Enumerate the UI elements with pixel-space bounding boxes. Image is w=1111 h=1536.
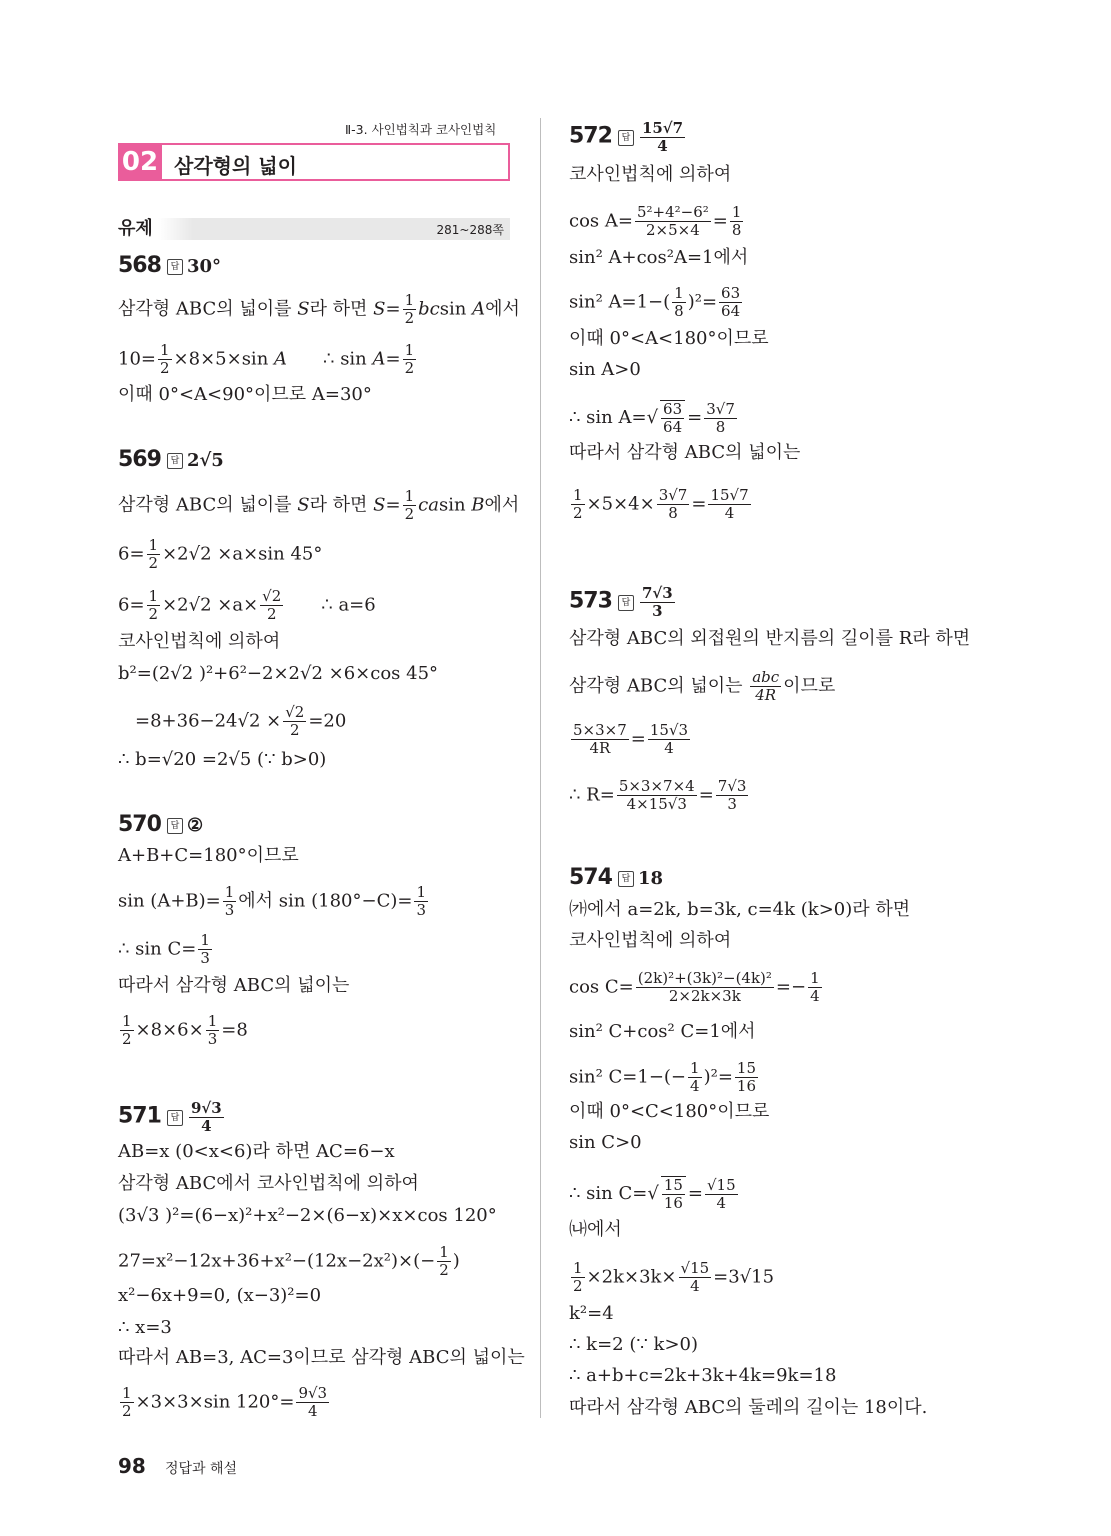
problem-number: 569 <box>118 447 161 472</box>
answer-icon: 답 <box>167 818 183 834</box>
text: =− <box>775 976 807 998</box>
fraction <box>571 722 629 757</box>
p574-line4: sin² C+cos² C=1에서 <box>569 1021 756 1042</box>
denominator: 2 <box>160 359 170 377</box>
p574-line7: sin C>0 <box>569 1132 642 1153</box>
p569-line7: ∴ b=√20 =2√5 (∵ b>0) <box>118 749 327 770</box>
numerator: 15√7 <box>641 119 684 137</box>
answer-icon: 답 <box>618 595 634 611</box>
answer-icon: 답 <box>167 1110 183 1126</box>
p569-line2 <box>118 537 322 572</box>
denominator: 3 <box>200 949 210 967</box>
problem-573-header <box>569 585 677 620</box>
fraction <box>206 1013 220 1048</box>
answer-icon: 답 <box>167 453 183 469</box>
text: ×3×3×sin 120°= <box>135 1391 295 1413</box>
p573-line1: 삼각형 ABC의 외접원의 반지름의 길이를 R라 하면 <box>569 628 971 649</box>
text: ×8×6× <box>135 1019 204 1041</box>
numerator: 63 <box>721 284 741 302</box>
denominator: 4 <box>810 987 820 1005</box>
p572-line3: sin² A+cos²A=1에서 <box>569 247 749 268</box>
fraction <box>679 1260 712 1295</box>
column-divider <box>540 118 541 1418</box>
p574-line10 <box>569 1260 774 1295</box>
numerator: 63 <box>663 400 683 418</box>
denominator: 64 <box>663 418 683 436</box>
numerator: (2k)²+(3k)²−(4k)² <box>637 969 772 987</box>
section-number: 02 <box>118 143 162 181</box>
fraction <box>635 204 711 239</box>
fraction <box>660 400 685 436</box>
denominator: 2×2k×3k <box>668 987 741 1005</box>
fraction <box>716 778 749 813</box>
numerator: 5×3×7×4 <box>618 777 695 795</box>
problem-569-header <box>118 448 224 473</box>
answer-value: 18 <box>637 868 663 889</box>
text: bc <box>418 298 440 320</box>
p569-line4: 코사인법칙에 의하여 <box>118 631 281 652</box>
denominator: 2 <box>404 359 415 377</box>
fraction <box>730 204 744 239</box>
text: S= <box>373 298 401 320</box>
problem-number: 570 <box>118 812 161 837</box>
denominator: 4 <box>201 1117 212 1135</box>
numerator: 1 <box>404 291 415 309</box>
chapter-header: Ⅱ-3. 사인법칙과 코사인법칙 <box>345 122 497 137</box>
answer-icon: 답 <box>618 130 634 146</box>
p572-line5: 이때 0°<A<180°이므로 <box>569 328 769 349</box>
text: sin² A=1−( <box>569 291 671 313</box>
text: ca <box>418 494 439 516</box>
problem-568-header <box>118 254 221 279</box>
fraction <box>437 1244 451 1279</box>
p571-line5: x²−6x+9=0, (x−3)²=0 <box>118 1285 322 1306</box>
text: B <box>471 494 485 516</box>
numerator: √2 <box>262 587 282 605</box>
fraction <box>636 970 774 1005</box>
text: 에서 sin (180°−C)= <box>238 890 413 912</box>
fraction <box>198 932 212 967</box>
type-label: 유제 <box>118 218 153 239</box>
numerator: 1 <box>573 486 583 504</box>
fraction <box>147 588 161 623</box>
fraction <box>260 588 283 623</box>
p571-line4 <box>118 1244 460 1279</box>
numerator: 1 <box>148 536 159 554</box>
denominator: 3 <box>727 795 737 813</box>
p569-line5: b²=(2√2 )²+6²−2×2√2 ×6×cos 45° <box>118 663 439 684</box>
numerator: 1 <box>416 883 426 901</box>
numerator: 1 <box>122 1012 132 1030</box>
denominator: 2 <box>122 1402 132 1420</box>
problem-number: 572 <box>569 123 612 149</box>
p574-line13: ∴ a+b+c=2k+3k+4k=9k=18 <box>569 1365 837 1386</box>
answer-value: 2√5 <box>186 450 224 471</box>
numerator: 15√3 <box>649 721 689 739</box>
p574-line11: k²=4 <box>569 1303 614 1324</box>
text: ×8×5×sin <box>173 348 275 370</box>
denominator: 2 <box>148 605 159 623</box>
numerator: 1 <box>674 284 684 302</box>
text: )²= <box>703 1066 733 1088</box>
fraction <box>147 537 161 572</box>
answer-fraction <box>640 585 675 620</box>
text: sin <box>438 494 472 516</box>
p569-line6 <box>135 704 346 739</box>
fraction <box>296 1385 329 1420</box>
p570-line5 <box>118 1013 248 1048</box>
p571-line6: ∴ x=3 <box>118 1317 172 1338</box>
text: 이므로 <box>783 675 836 697</box>
denominator: 4R <box>755 686 777 704</box>
denominator: 16 <box>663 1194 683 1212</box>
fraction <box>750 669 781 704</box>
text: 라 하면 <box>309 494 374 516</box>
text: 삼각형 ABC의 넓이는 <box>569 675 749 697</box>
p574-line9: ㈏에서 <box>569 1219 622 1240</box>
text: ∴ a=6 <box>321 594 376 616</box>
denominator: 3 <box>416 901 426 919</box>
numerator: 1 <box>148 587 159 605</box>
numerator: √15 <box>680 1259 710 1277</box>
numerator: 3√7 <box>706 399 735 418</box>
denominator: 4 <box>657 137 668 155</box>
denominator: 2 <box>573 1277 583 1295</box>
text: =8 <box>221 1019 248 1041</box>
p574-line8 <box>569 1176 740 1212</box>
text: = <box>698 784 714 806</box>
p571-line3: (3√3 )²=(6−x)²+x²−2×(6−x)×x×cos 120° <box>118 1205 497 1226</box>
numerator: 15 <box>663 1176 683 1194</box>
problem-570-header <box>118 813 203 838</box>
denominator: 4 <box>690 1277 700 1295</box>
text: 27=x²−12x+36+x²−(12x−2x²)×(− <box>118 1250 436 1272</box>
text: ×2√2 ×a×sin 45° <box>162 543 323 565</box>
denominator: 64 <box>721 302 741 320</box>
problem-number: 568 <box>118 253 161 278</box>
text: A <box>472 298 486 320</box>
numerator: √2 <box>285 703 305 721</box>
problem-574-header <box>569 866 663 891</box>
p568-line3: 이때 0°<A<90°이므로 A=30° <box>118 384 372 405</box>
p572-line7 <box>569 400 739 436</box>
problem-number: 573 <box>569 588 612 614</box>
numerator: 1 <box>690 1059 700 1077</box>
numerator: 1 <box>573 1259 583 1277</box>
fraction <box>158 342 172 377</box>
denominator: 4 <box>716 1193 727 1212</box>
fraction <box>808 970 822 1005</box>
p570-line2 <box>118 884 430 919</box>
p572-line6: sin A>0 <box>569 359 641 380</box>
text: = <box>687 407 703 428</box>
type-bar <box>118 218 510 240</box>
p574-line1: ㈎에서 a=2k, b=3k, c=4k (k>0)라 하면 <box>569 899 911 920</box>
fraction <box>223 884 237 919</box>
fraction <box>414 884 428 919</box>
denominator: 16 <box>736 1077 756 1095</box>
text: = <box>687 1183 703 1204</box>
footer-label: 정답과 해설 <box>165 1461 238 1477</box>
denominator: 4R <box>589 739 611 757</box>
p571-line2: 삼각형 ABC에서 코사인법칙에 의하여 <box>118 1173 419 1194</box>
denominator: 2 <box>439 1261 449 1279</box>
answer-value: ② <box>186 815 204 836</box>
p570-line4: 따라서 삼각형 ABC의 넓이는 <box>118 975 350 996</box>
denominator: 8 <box>731 221 742 239</box>
text: =20 <box>308 710 347 732</box>
numerator: 1 <box>810 969 820 987</box>
text: ×5×4× <box>586 493 655 515</box>
text: = <box>712 210 728 232</box>
p574-line5 <box>569 1060 760 1095</box>
text: cos C= <box>569 976 634 998</box>
p574-line12: ∴ k=2 (∵ k>0) <box>569 1334 698 1355</box>
p572-line8: 따라서 삼각형 ABC의 넓이는 <box>569 442 801 463</box>
text: 10= <box>118 348 156 370</box>
text: = <box>385 348 401 370</box>
page-number: 98 <box>118 1454 146 1478</box>
text: )²= <box>687 291 718 313</box>
p572-line1: 코사인법칙에 의하여 <box>569 164 732 185</box>
p571-line8 <box>118 1385 331 1420</box>
fraction <box>648 722 690 757</box>
denominator: 4×15√3 <box>626 795 687 813</box>
fraction <box>719 285 742 320</box>
p574-line14: 따라서 삼각형 ABC의 둘레의 길이는 18이다. <box>569 1397 928 1418</box>
p569-line3 <box>118 588 376 623</box>
fraction <box>705 1177 738 1212</box>
numerator: 3√7 <box>658 486 688 504</box>
numerator: 1 <box>731 203 742 221</box>
numerator: 1 <box>122 1384 132 1402</box>
section-title: 삼각형의 넓이 <box>174 154 297 178</box>
text: cos A= <box>569 210 633 232</box>
denominator: 8 <box>715 417 726 436</box>
text: ∴ sin A=√ <box>569 407 659 428</box>
text: sin <box>439 298 473 320</box>
text: =3√15 <box>713 1266 775 1288</box>
denominator: 4 <box>308 1402 318 1420</box>
text: =8+36−24√2 × <box>135 710 282 732</box>
denominator: 3 <box>224 901 235 919</box>
p569-line1 <box>118 488 519 523</box>
text: S <box>297 494 310 516</box>
problem-number: 574 <box>569 865 612 890</box>
text: 6= <box>118 543 145 565</box>
problem-number: 571 <box>118 1103 161 1129</box>
denominator: 4 <box>724 504 735 522</box>
answer-icon: 답 <box>167 259 183 275</box>
denominator: 2×5×4 <box>645 221 700 239</box>
answer-fraction <box>189 1100 224 1135</box>
p573-line2 <box>569 669 835 704</box>
denominator: 4 <box>664 739 674 757</box>
p572-line4 <box>569 285 744 320</box>
p573-line4 <box>569 778 750 813</box>
numerator: 7√3 <box>641 584 673 602</box>
fraction <box>657 487 690 522</box>
fraction <box>571 487 585 522</box>
problem-571-header <box>118 1100 226 1135</box>
text: 삼각형 ABC의 넓이를 <box>118 298 298 320</box>
denominator: 2 <box>573 504 583 522</box>
text: A <box>274 348 288 370</box>
text: A <box>372 348 386 370</box>
text: ×2k×3k× <box>586 1266 677 1288</box>
answer-fraction <box>640 120 685 155</box>
fraction <box>661 1176 686 1212</box>
p570-line1: A+B+C=180°이므로 <box>118 845 299 866</box>
numerator: 15√7 <box>710 486 749 504</box>
numerator: 1 <box>439 1243 449 1261</box>
p574-line2: 코사인법칙에 의하여 <box>569 930 732 951</box>
p568-line1 <box>118 292 520 327</box>
text: 6= <box>118 594 145 616</box>
numerator: √15 <box>707 1175 736 1194</box>
p574-line6: 이때 0°<C<180°이므로 <box>569 1101 770 1122</box>
fraction <box>120 1385 134 1420</box>
text: S= <box>373 494 401 516</box>
fraction <box>571 1260 585 1295</box>
text: ) <box>452 1250 460 1272</box>
fraction <box>283 704 306 739</box>
fraction <box>672 285 686 320</box>
text: = <box>630 728 646 750</box>
denominator: 8 <box>668 504 678 522</box>
type-pages: 281~288쪽 <box>436 223 504 237</box>
p572-line9 <box>569 487 753 522</box>
text: = <box>691 493 707 515</box>
numerator: 7√3 <box>717 777 747 795</box>
fraction <box>708 487 750 522</box>
text: 에서 <box>484 494 520 516</box>
denominator: 2 <box>148 554 159 572</box>
text: sin (A+B)= <box>118 890 221 912</box>
denominator: 2 <box>404 309 415 327</box>
fraction <box>403 292 417 327</box>
numerator: 9√3 <box>190 1099 222 1117</box>
p571-line1: AB=x (0<x<6)라 하면 AC=6−x <box>118 1141 395 1162</box>
p574-line3 <box>569 970 824 1005</box>
text: ∴ sin C= <box>118 938 197 960</box>
p568-line2 <box>118 342 418 377</box>
numerator: 1 <box>207 1012 218 1030</box>
fraction <box>617 778 697 813</box>
fraction <box>403 342 417 377</box>
text: 에서 <box>485 298 520 320</box>
text: ∴ sin C=√ <box>569 1183 659 1204</box>
answer-value: 30° <box>186 256 221 277</box>
numerator: 1 <box>200 931 210 949</box>
denominator: 2 <box>266 605 277 623</box>
numerator: 9√3 <box>298 1384 328 1402</box>
numerator: 5×3×7 <box>573 721 627 739</box>
denominator: 2 <box>122 1030 132 1048</box>
denominator: 8 <box>674 302 684 320</box>
numerator: 1 <box>160 341 170 359</box>
fraction <box>120 1013 134 1048</box>
numerator: 15 <box>736 1059 756 1077</box>
numerator: 1 <box>404 487 415 505</box>
denominator: 2 <box>404 505 415 523</box>
fraction <box>735 1060 758 1095</box>
text: S <box>297 298 310 320</box>
problem-572-header <box>569 120 687 155</box>
p572-line2 <box>569 204 745 239</box>
text: 삼각형 ABC의 넓이를 <box>118 494 298 516</box>
numerator: 5²+4²−6² <box>636 203 709 221</box>
text: 라 하면 <box>309 298 374 320</box>
fraction <box>704 401 737 436</box>
text: sin² C=1−(− <box>569 1066 687 1088</box>
numerator: 1 <box>224 883 235 901</box>
p570-line3 <box>118 932 214 967</box>
denominator: 3 <box>207 1030 218 1048</box>
fraction <box>403 488 417 523</box>
denominator: 3 <box>652 602 663 620</box>
denominator: 2 <box>290 721 300 739</box>
p571-line7: 따라서 AB=3, AC=3이므로 삼각형 ABC의 넓이는 <box>118 1347 525 1368</box>
answer-icon: 답 <box>618 871 634 887</box>
fraction <box>688 1060 702 1095</box>
text: ∴ sin <box>323 348 373 370</box>
denominator: 4 <box>690 1077 700 1095</box>
numerator: 1 <box>404 341 415 359</box>
numerator: abc <box>752 668 780 686</box>
text: ∴ R= <box>569 784 615 806</box>
text: ×2√2 ×a× <box>162 594 259 616</box>
p573-line3 <box>569 722 692 757</box>
